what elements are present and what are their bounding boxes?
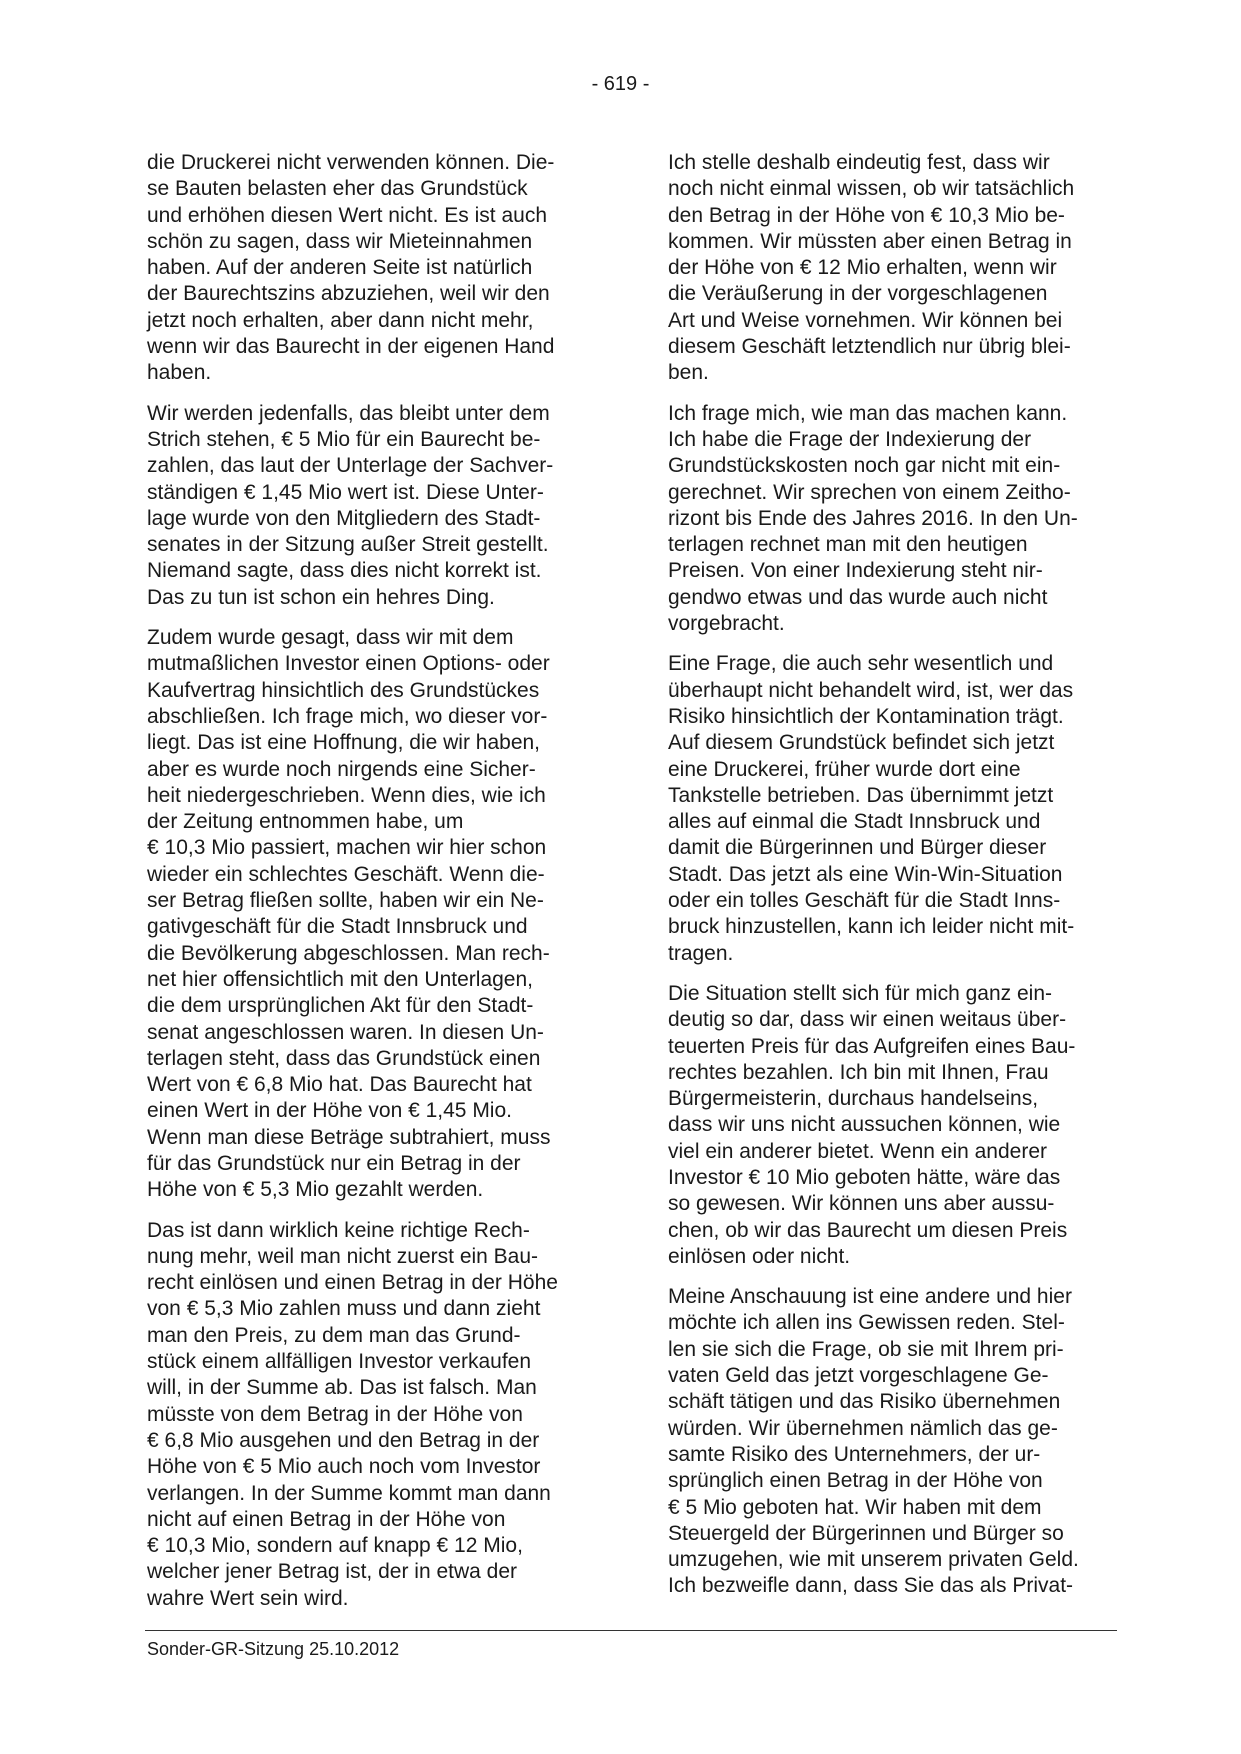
footer-divider [145, 1630, 1117, 1631]
paragraph: Wir werden jedenfalls, das bleibt unter dem Strich stehen, € 5 Mio für ein Baurecht be- zahlen, das laut der Unterlage der Sachver- ständigen € 1,45 Mio wert ist. Diese Unter- lage wurde von den Mitgliedern des Stadt- senates in der Sitzung außer Streit gestellt. Niemand sagte, dass dies nicht korrekt ist. Das zu tun ist schon ein hehres Ding. [147, 401, 554, 609]
paragraph: Die Situation stellt sich für mich ganz ein- deutig so dar, dass wir einen weitaus über- teuerten Preis für das Aufgreifen eines Bau- rechtes bezahlen. Ich bin mit Ihnen, Frau Bürgermeisterin, durchaus handelseins, dass wir uns nicht aussuchen können, wie viel ein anderer bietet. Wenn ein anderer Investor € 10 Mio geboten hätte, wäre das so gewesen. Wir können uns aber aussu- chen, ob wir das Baurecht um diesen Preis einlösen oder nicht. [668, 981, 1076, 1268]
footer-session-label: Sonder-GR-Sitzung 25.10.2012 [147, 1639, 400, 1659]
paragraph: Meine Anschauung ist eine andere und hier möchte ich allen ins Gewissen reden. Stel- len sie sich die Frage, ob sie mit Ihrem pri- vaten Geld das jetzt vorgeschlagene Ge- schäft tätigen und das Risiko übernehmen würden. Wir übernehmen nämlich das ge- samte Risiko des Unternehmers, der ur- sprünglich einen Betrag in der Höhe von € 5 Mio geboten hat. Wir haben mit dem Steuergeld der Bürgerinnen und Bürger so umzugehen, wie mit unserem privaten Geld. Ich bezweifle dann, dass Sie das als Privat- [668, 1285, 1079, 1598]
left-column [147, 150, 597, 1626]
page-number: - 619 - [591, 73, 650, 95]
paragraph: Ich stelle deshalb eindeutig fest, dass wir noch nicht einmal wissen, ob wir tatsächlich den Betrag in der Höhe von € 10,3 Mio be- kommen. Wir müssten aber einen Betrag in der Höhe von € 12 Mio erhalten, wenn wir die Veräußerung in der vorgeschlagenen Art und Weise vornehmen. Wir können bei diesem Geschäft letztendlich nur übrig blei- ben. [668, 151, 1075, 385]
paragraph: die Druckerei nicht verwenden können. Die- se Bauten belasten eher das Grundstück und erhöhen diesen Wert nicht. Es ist auch schön zu sagen, dass wir Mieteinnahmen haben. Auf der anderen Seite ist natürlich der Baurechtszins abzuziehen, weil wir den jetzt noch erhalten, aber dann nicht mehr, wenn wir das Baurecht in der eigenen Hand haben. [147, 151, 555, 385]
paragraph: Ich frage mich, wie man das machen kann. Ich habe die Frage der Indexierung der Grundstückskosten noch gar nicht mit ein- gerechnet. Wir sprechen von einem Zeitho- rizont bis Ende des Jahres 2016. In den Un- terlagen rechnet man mit den heutigen Preisen. Von einer Indexierung steht nir- gendwo etwas und das wurde auch nicht vorgebracht. [668, 401, 1078, 636]
paragraph: Eine Frage, die auch sehr wesentlich und überhaupt nicht behandelt wird, ist, wer das Risiko hinsichtlich der Kontamination trägt. Auf diesem Grundstück befindet sich jetzt eine Druckerei, früher wurde dort eine Tankstelle betrieben. Das übernimmt jetzt alles auf einmal die Stadt Innsbruck und damit die Bürgerinnen und Bürger dieser Stadt. Das jetzt als eine Win-Win-Situation oder ein tolles Geschäft für die Stadt Inns- bruck hinzustellen, kann ich leider nicht mit- tragen. [668, 652, 1075, 965]
right-column [668, 150, 1118, 1614]
paragraph: Das ist dann wirklich keine richtige Rech- nung mehr, weil man nicht zuerst ein Bau- recht einlösen und einen Betrag in der Höhe von € 5,3 Mio zahlen muss und dann zieht man den Preis, zu dem man das Grund- stück einem allfälligen Investor verkaufen will, in der Summe ab. Das ist falsch. Man müsste von dem Betrag in der Höhe von € 6,8 Mio ausgehen und den Betrag in der Höhe von € 5 Mio auch noch vom Investor verlangen. In der Summe kommt man dann nicht auf einen Betrag in der Höhe von € 10,3 Mio, sondern auf knapp € 12 Mio, welcher jener Betrag ist, der in etwa der wahre Wert sein wird. [147, 1218, 558, 1610]
paragraph: Zudem wurde gesagt, dass wir mit dem mutmaßlichen Investor einen Options- oder Kaufvertrag hinsichtlich des Grundstückes abschließen. Ich frage mich, wo dieser vor- liegt. Das ist eine Hoffnung, die wir haben, aber es wurde noch nirgends eine Sicher- heit niedergeschrieben. Wenn dies, wie ich der Zeitung entnommen habe, um € 10,3 Mio passiert, machen wir hier schon wieder ein schlechtes Geschäft. Wenn die- ser Betrag fließen sollte, haben wir ein Ne- gativgeschäft für die Stadt Innsbruck und die Bevölkerung abgeschlossen. Man rech- net hier offensichtlich mit den Unterlagen, die dem ursprünglichen Akt für den Stadt- senat angeschlossen waren. In diesen Un- terlagen steht, dass das Grundstück einen Wert von € 6,8 Mio hat. Das Baurecht hat einen Wert in der Höhe von € 1,45 Mio. Wenn man diese Beträge subtrahiert, muss für das Grundstück nur ein Betrag in der Höhe von € 5,3 Mio gezahlt werden. [147, 626, 551, 1202]
